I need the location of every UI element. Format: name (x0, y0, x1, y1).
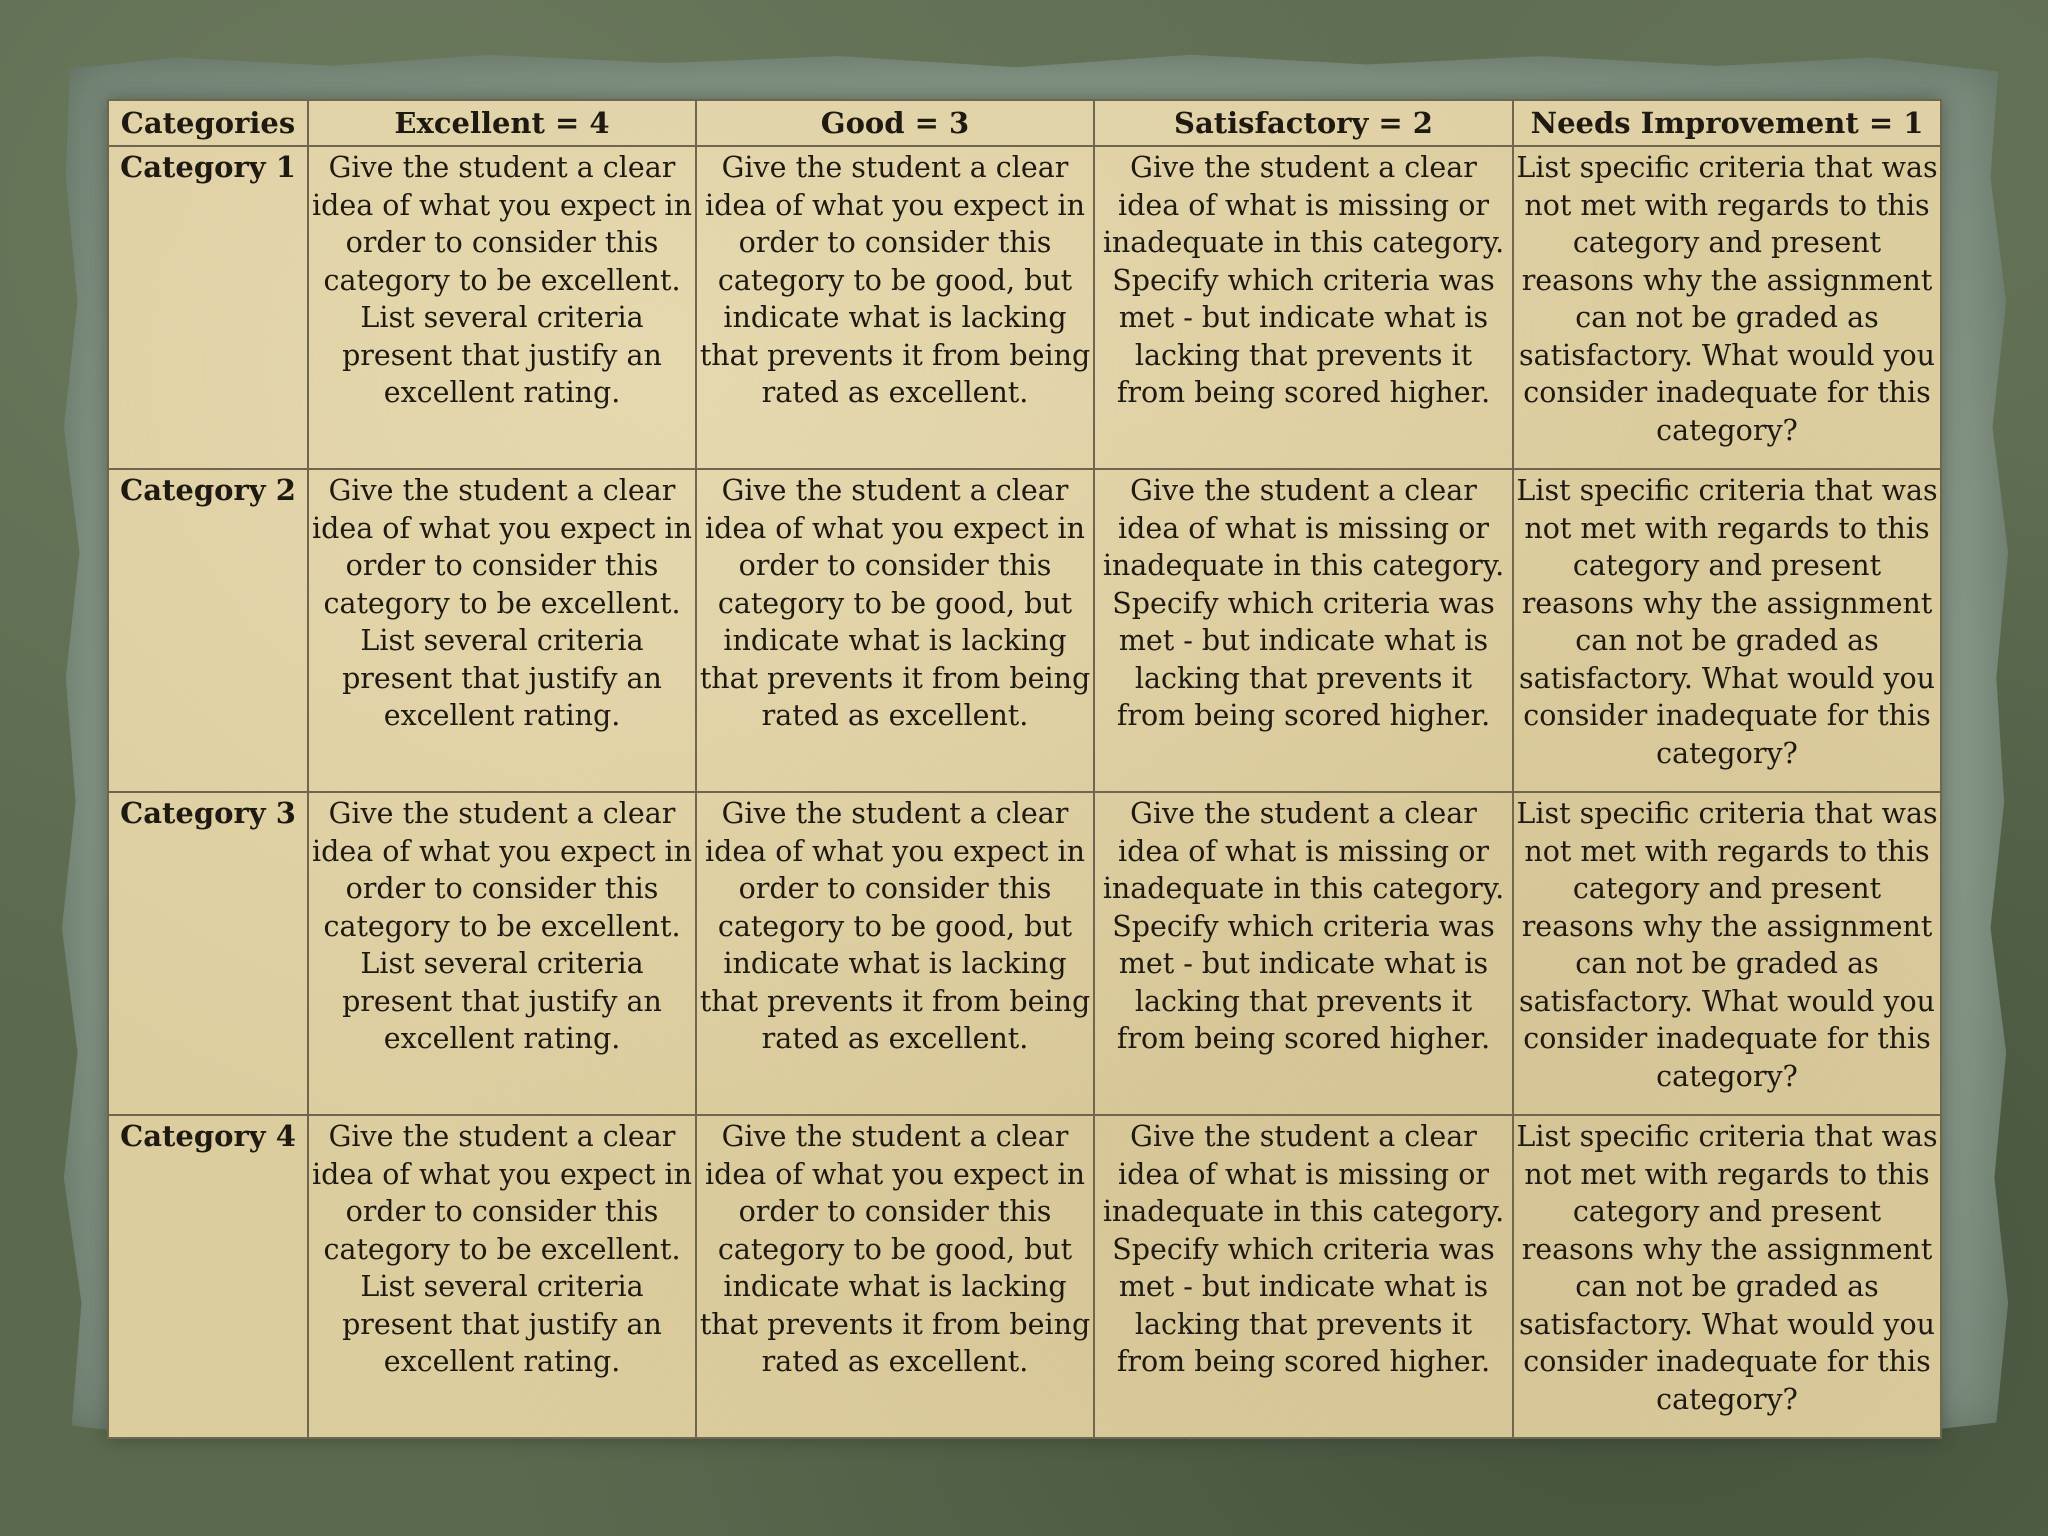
header-satisfactory: Satisfactory = 2 (1094, 100, 1513, 146)
good-cell: Give the student a clear idea of what you expect in order to consider this category to be good, but indicate what is lacking that prevents it from being rated as excellent. (696, 792, 1094, 1115)
satisfactory-cell: Give the student a clear idea of what is missing or inadequate in this category. Specify which criteria was met - but indicate what is lacking that prevents it from being scored higher. (1094, 146, 1513, 469)
table-row (108, 469, 1941, 792)
excellent-cell: Give the student a clear idea of what you expect in order to consider this category to be excellent. List several criteria present that justify an excellent rating. (308, 1115, 696, 1438)
table-row (108, 1115, 1941, 1438)
excellent-cell: Give the student a clear idea of what you expect in order to consider this category to be excellent. List several criteria present that justify an excellent rating. (308, 792, 696, 1115)
needs-improvement-cell: List specific criteria that was not met with regards to this category and present reasons why the assignment can not be graded as satisfactory. What would you consider inadequate for this category? (1513, 469, 1941, 792)
header-excellent: Excellent = 4 (308, 100, 696, 146)
header-needs-improvement: Needs Improvement = 1 (1513, 100, 1941, 146)
category-cell: Category 2 (108, 469, 308, 792)
category-cell: Category 3 (108, 792, 308, 1115)
header-row (108, 100, 1941, 146)
good-cell: Give the student a clear idea of what you expect in order to consider this category to be good, but indicate what is lacking that prevents it from being rated as excellent. (696, 469, 1094, 792)
good-cell: Give the student a clear idea of what you expect in order to consider this category to be good, but indicate what is lacking that prevents it from being rated as excellent. (696, 1115, 1094, 1438)
satisfactory-cell: Give the student a clear idea of what is missing or inadequate in this category. Specify which criteria was met - but indicate what is lacking that prevents it from being scored higher. (1094, 1115, 1513, 1438)
excellent-cell: Give the student a clear idea of what you expect in order to consider this category to be excellent. List several criteria present that justify an excellent rating. (308, 146, 696, 469)
table-row (108, 792, 1941, 1115)
excellent-cell: Give the student a clear idea of what you expect in order to consider this category to be excellent. List several criteria present that justify an excellent rating. (308, 469, 696, 792)
good-cell: Give the student a clear idea of what you expect in order to consider this category to be good, but indicate what is lacking that prevents it from being rated as excellent. (696, 146, 1094, 469)
rubric-header (108, 100, 1941, 146)
category-cell: Category 4 (108, 1115, 308, 1438)
table-row (108, 146, 1941, 469)
rubric-table (107, 99, 1942, 1439)
header-good: Good = 3 (696, 100, 1094, 146)
satisfactory-cell: Give the student a clear idea of what is missing or inadequate in this category. Specify which criteria was met - but indicate what is lacking that prevents it from being scored higher. (1094, 469, 1513, 792)
needs-improvement-cell: List specific criteria that was not met with regards to this category and present reasons why the assignment can not be graded as satisfactory. What would you consider inadequate for this category? (1513, 1115, 1941, 1438)
needs-improvement-cell: List specific criteria that was not met with regards to this category and present reasons why the assignment can not be graded as satisfactory. What would you consider inadequate for this category? (1513, 792, 1941, 1115)
needs-improvement-cell: List specific criteria that was not met with regards to this category and present reasons why the assignment can not be graded as satisfactory. What would you consider inadequate for this category? (1513, 146, 1941, 469)
rubric-body (108, 146, 1941, 1438)
satisfactory-cell: Give the student a clear idea of what is missing or inadequate in this category. Specify which criteria was met - but indicate what is lacking that prevents it from being scored higher. (1094, 792, 1513, 1115)
header-categories: Categories (108, 100, 308, 146)
category-cell: Category 1 (108, 146, 308, 469)
